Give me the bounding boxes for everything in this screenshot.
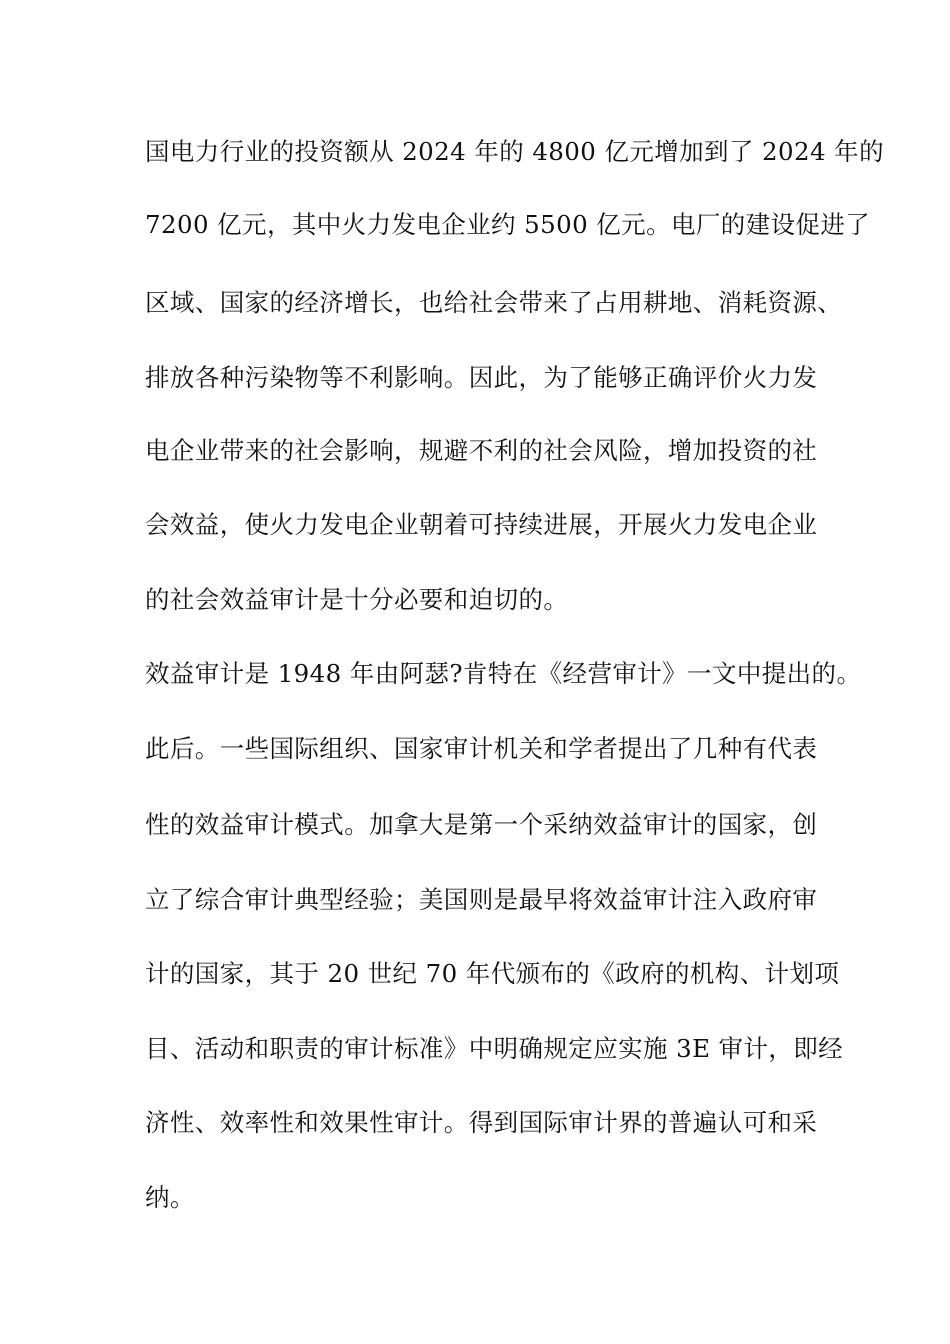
- text-line: 效益审计是 1948 年由阿瑟?肯特在《经营审计》一文中提出的。: [145, 659, 862, 688]
- text-line: 纳。: [145, 1183, 195, 1212]
- text-line: 电企业带来的社会影响，规避不利的社会风险，增加投资的社: [145, 436, 818, 465]
- text-line: 排放各种污染物等不利影响。因此，为了能够正确评价火力发: [145, 363, 818, 392]
- text-line: 的社会效益审计是十分必要和迫切的。: [145, 585, 569, 614]
- text-line: 济性、效率性和效果性审计。得到国际审计界的普遍认可和采: [145, 1108, 818, 1137]
- text-line: 国电力行业的投资额从 2024 年的 4800 亿元增加到了 2024 年的: [145, 137, 884, 166]
- text-line: 性的效益审计模式。加拿大是第一个采纳效益审计的国家，创: [145, 810, 818, 839]
- text-line: 会效益，使火力发电企业朝着可持续进展，开展火力发电企业: [145, 510, 818, 539]
- text-line: 目、活动和职责的审计标准》中明确规定应实施 3E 审计，即经: [145, 1034, 844, 1063]
- text-line: 立了综合审计典型经验；美国则是最早将效益审计注入政府审: [145, 885, 818, 914]
- text-line: 7200 亿元，其中火力发电企业约 5500 亿元。电厂的建设促进了: [145, 210, 871, 239]
- text-line: 此后。一些国际组织、国家审计机关和学者提出了几种有代表: [145, 734, 818, 763]
- text-line: 区域、国家的经济增长，也给社会带来了占用耕地、消耗资源、: [145, 288, 843, 317]
- text-line: 计的国家，其于 20 世纪 70 年代颁布的《政府的机构、计划项: [145, 959, 840, 988]
